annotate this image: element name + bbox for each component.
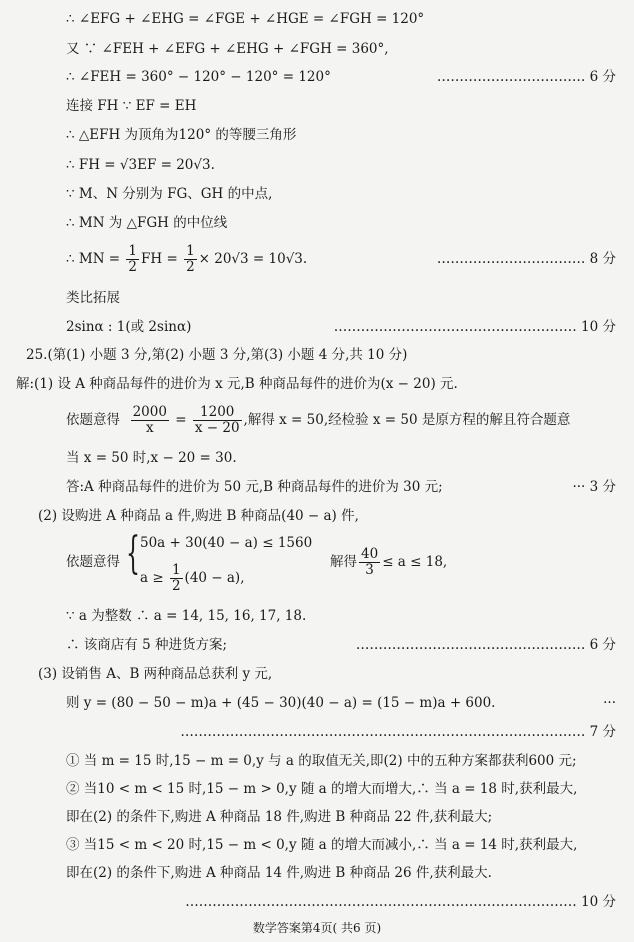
case-2-conclusion: 即在(2) 的条件下,购进 A 种商品 18 件,购进 B 种商品 22 件,获利最大; (66, 809, 493, 825)
line-mn-value (66, 242, 307, 276)
fraction-den: 2 (186, 259, 195, 275)
mn-post: × 20√3 = 10√3. (198, 251, 308, 267)
line-angle-sum: ∴ ∠EFG + ∠EHG = ∠FGE + ∠HGE = ∠FGH = 120° (66, 11, 425, 27)
fraction-1200 (193, 405, 242, 436)
case-3-conclusion: 即在(2) 的条件下,购进 A 种商品 14 件,购进 B 种商品 26 件,获利最大. (66, 865, 492, 881)
inequality-solution (330, 546, 447, 578)
score-10-b: …………………………………………………………………………… 10 分 (185, 894, 616, 910)
line-equation (66, 400, 570, 440)
score-6-a: …………………………… 6 分 (436, 69, 616, 85)
ineq2-prefix: a ≥ (140, 570, 168, 586)
line-isosceles: ∴ △EFH 为顶角为120° 的等腰三角形 (66, 127, 297, 143)
line-ratio: 2sinα : 1(或 2sinα) (66, 319, 192, 335)
solve-range: ≤ a ≤ 18, (382, 554, 448, 570)
line-x-value: 当 x = 50 时,x − 20 = 30. (66, 450, 237, 466)
case-2: ② 当10 < m < 15 时,15 − m > 0,y 随 a 的增大而增大,∴ 当 a = 18 时,获利最大, (66, 781, 578, 797)
solution-part-1: 解:(1) 设 A 种商品每件的进价为 x 元,B 种商品每件的进价为(x − 20) 元. (16, 376, 458, 392)
fraction-den: 2 (128, 259, 138, 275)
equation-result: ,解得 x = 50,经检验 x = 50 是原方程的解且符合题意 (243, 412, 571, 428)
fraction-den: 3 (365, 562, 374, 578)
fraction-den: 2 (171, 578, 181, 594)
fraction-num: 1 (128, 243, 138, 259)
case-3: ③ 当15 < m < 20 时,15 − m < 0,y 随 a 的增大而减小,∴ 当 a = 14 时,获利最大, (66, 837, 578, 853)
fraction-den: x (145, 420, 154, 436)
solution-part-3: (3) 设销售 A、B 两种商品总获利 y 元, (38, 666, 273, 682)
score-6-b: …………………………………………… 6 分 (355, 637, 616, 653)
fraction-half-3 (170, 563, 183, 594)
fraction-num: 1 (186, 243, 195, 259)
fraction-num: 1200 (193, 405, 242, 421)
fraction-half-2 (184, 244, 197, 275)
equals-sign: = (175, 412, 187, 428)
ineq2-post: (40 − a), (184, 570, 245, 586)
fraction-2000 (131, 405, 169, 436)
score-10-a: ……………………………………………… 10 分 (333, 319, 616, 335)
question-25-header: 25.(第(1) 小题 3 分,第(2) 小题 3 分,第(3) 小题 4 分,共 10 分) (26, 347, 408, 363)
equation-label: 依题意得 (66, 412, 120, 428)
line-integer-values: ∵ a 为整数 ∴ a = 14, 15, 16, 17, 18. (66, 608, 307, 624)
case-1: ① 当 m = 15 时,15 − m = 0,y 与 a 的取值无关,即(2) 中的五种方案都获利600 元; (66, 753, 577, 769)
line-midpoints: ∵ M、N 分别为 FG、GH 的中点, (66, 186, 273, 202)
fraction-40-3 (359, 547, 380, 578)
line-fh-value: ∴ FH = √3EF = 20√3. (66, 157, 215, 173)
page-footer: 数学答案第4页( 共6 页) (252, 921, 382, 935)
inequality-1: 50a + 30(40 − a) ≤ 1560 (140, 535, 313, 551)
mn-prefix: ∴ MN = (66, 251, 125, 267)
score-7: ……………………………………………………………………………… 7 分 (180, 724, 616, 740)
line-connect-fh: 连接 FH ∵ EF = EH (66, 98, 197, 114)
line-midline: ∴ MN 为 △FGH 的中位线 (66, 215, 228, 231)
line-analogy: 类比拓展 (66, 290, 120, 306)
fraction-den: x − 20 (194, 420, 240, 436)
score-8: …………………………… 8 分 (436, 251, 616, 267)
solve-label: 解得 (330, 554, 357, 570)
solution-part-2: (2) 设购进 A 种商品 a 件,购进 B 种商品(40 − a) 件, (38, 508, 359, 524)
fraction-num: 1 (171, 562, 181, 578)
fraction-num: 2000 (132, 404, 167, 420)
fraction-num: 40 (361, 546, 379, 562)
inequality-2 (140, 562, 245, 594)
score-3: ··· 3 分 (572, 479, 616, 495)
line-quad-angle: 又 ∵ ∠FEH + ∠EFG + ∠EHG + ∠FGH = 360°, (66, 41, 389, 57)
line-feh: ∴ ∠FEH = 360° − 120° − 120° = 120° (66, 69, 331, 85)
mn-mid: FH = (141, 251, 183, 267)
line-answer-1: 答:A 种商品每件的进价为 50 元,B 种商品每件的进价为 30 元; (66, 479, 443, 495)
inequality-label: 依题意得 (66, 554, 120, 570)
trailing-dots: ··· (603, 695, 616, 711)
fraction-half-1 (126, 244, 139, 275)
line-plan-count: ∴ 该商店有 5 种进货方案; (66, 637, 228, 653)
line-profit-function: 则 y = (80 − 50 − m)a + (45 − 30)(40 − a) = (15 − m)a + 600. (66, 695, 496, 711)
brace-icon: { (126, 528, 140, 579)
